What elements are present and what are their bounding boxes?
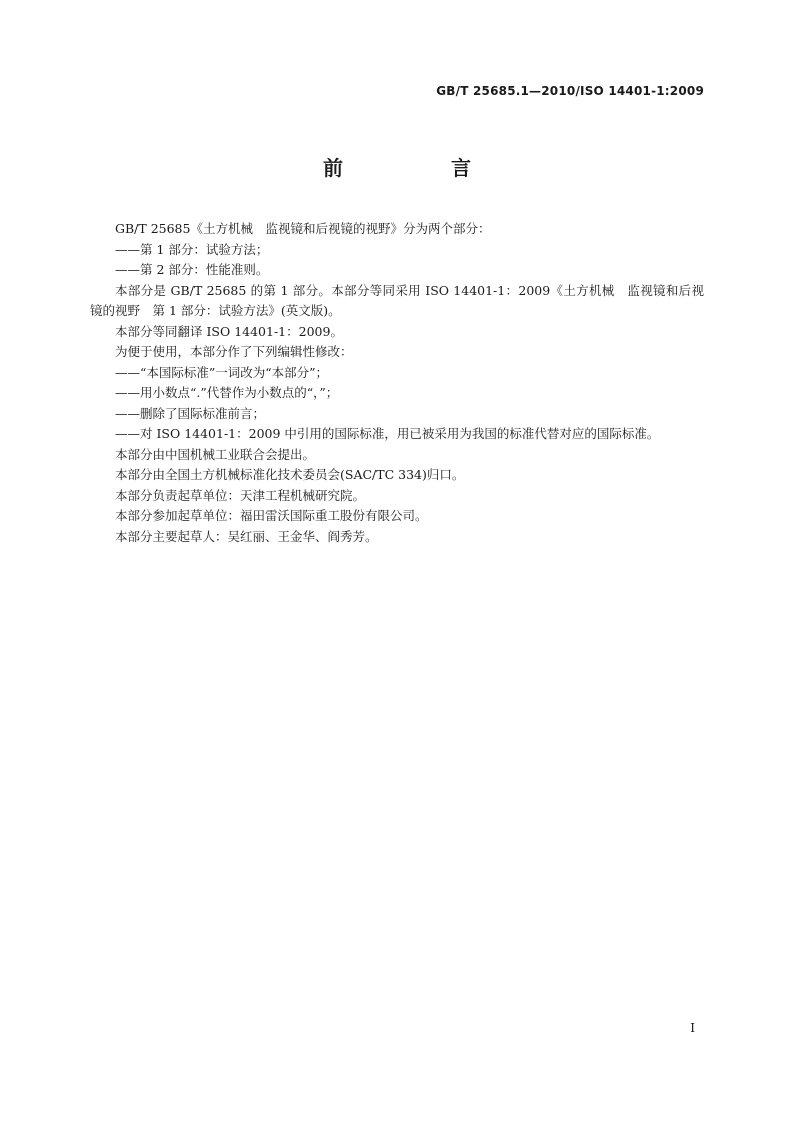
- foreword-body: [90, 219, 704, 547]
- paragraph-participating-drafter: 本部分参加起草单位：福田雷沃国际重工股份有限公司。: [115, 508, 428, 523]
- paragraph-parts-intro: GB/T 25685《土方机械 监视镜和后视镜的视野》分为两个部分：: [115, 221, 491, 236]
- list-item-edit-1: ——“本国际标准”一词改为“本部分”；: [115, 364, 329, 380]
- paragraph-edit-intro: 为便于使用，本部分作了下列编辑性修改：: [115, 344, 353, 359]
- list-item-part-2: ——第 2 部分：性能准则。: [115, 262, 269, 277]
- page-number: I: [690, 1021, 695, 1035]
- list-item-part-1: ——第 1 部分：试验方法；: [115, 241, 269, 257]
- paragraph-main-drafters: 本部分主要起草人：吴红丽、王金华、阎秀芳。: [115, 528, 378, 544]
- list-item-edit-3: ——删除了国际标准前言；: [115, 405, 266, 421]
- standard-code-header: GB/T 25685.1—2010/ISO 14401-1:2009: [436, 84, 704, 98]
- paragraph-proposer: 本部分由中国机械工业联合会提出。: [115, 446, 316, 462]
- paragraph-committee: 本部分由全国土方机械标准化技术委员会(SAC/TC 334)归口。: [115, 467, 465, 482]
- paragraph-lead-drafter: 本部分负责起草单位：天津工程机械研究院。: [115, 487, 366, 503]
- page-title: 前 言: [323, 156, 515, 180]
- paragraph-adoption: 本部分是 GB/T 25685 的第 1 部分。本部分等同采用 ISO 14401-1：2009《土方机械 监视镜和后视镜的视野 第 1 部分：试验方法》(英文版)。: [90, 282, 704, 318]
- paragraph-translation: 本部分等同翻译 ISO 14401-1：2009。: [115, 323, 343, 339]
- list-item-edit-4: ——对 ISO 14401-1：2009 中引用的国际标准，用已被采用为我国的标准代替对应的国际标准。: [115, 426, 660, 441]
- list-item-edit-2: ——用小数点“.”代替作为小数点的“，”；: [115, 385, 339, 400]
